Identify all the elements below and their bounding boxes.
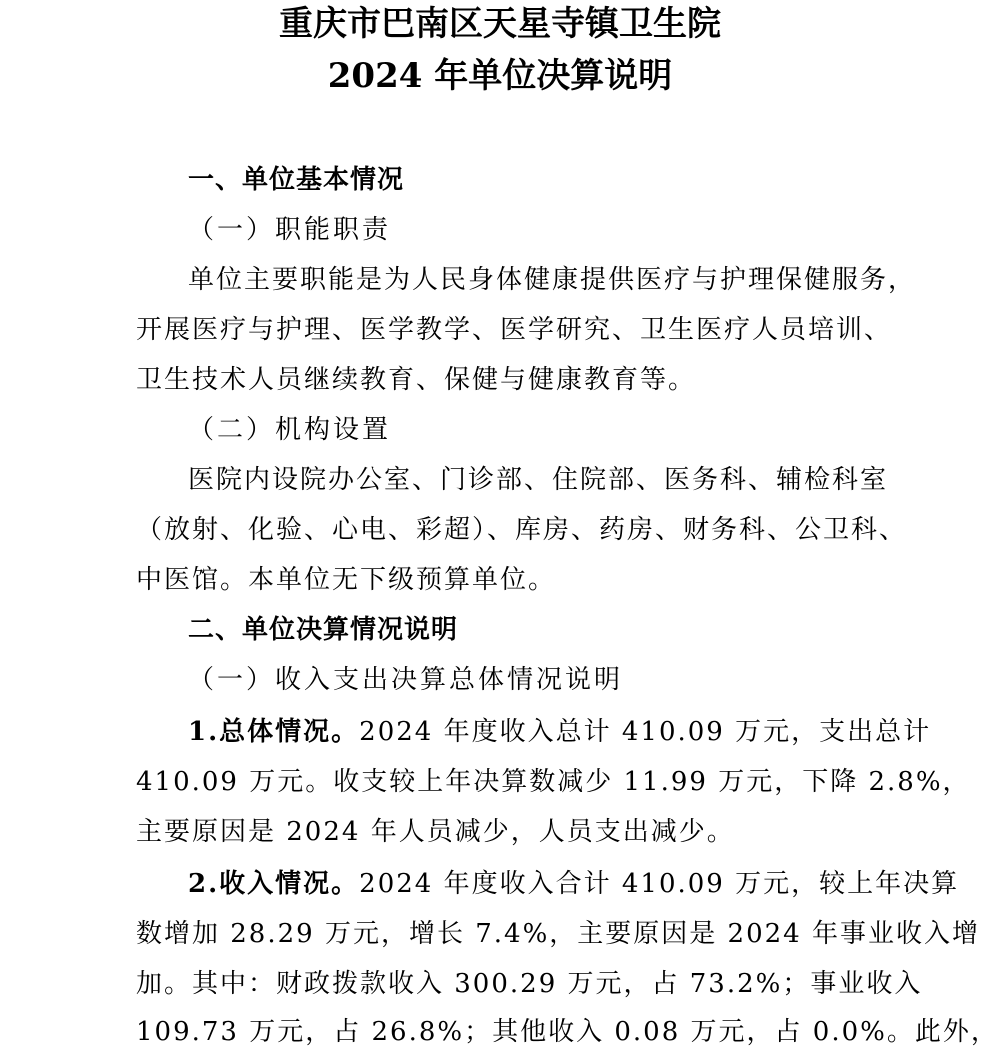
paragraph-text: 2024 年度收入总计 410.09 万元，支出总计 — [359, 717, 932, 747]
paragraph-line: 医院内设院办公室、门诊部、住院部、医务科、辅检科室 — [188, 465, 889, 495]
paragraph-line: 单位主要职能是为人民身体健康提供医疗与护理保健服务， — [188, 265, 917, 295]
paragraph-line: 卫生技术人员继续教育、保健与健康教育等。 — [136, 365, 697, 395]
paragraph-line: 开展医疗与护理、医学教学、医学研究、卫生医疗人员培训、 — [136, 315, 893, 345]
paragraph-line — [188, 715, 932, 749]
paragraph-line: 数增加 28.29 万元，增长 7.4%，主要原因是 2024 年事业收入增 — [136, 919, 980, 949]
section-heading-final-accounts: 二、单位决算情况说明 — [188, 615, 459, 645]
paragraph-line: 加。其中：财政拨款收入 300.29 万元，占 73.2%；事业收入 — [136, 969, 923, 999]
paragraph-line: 410.09 万元。收支较上年决算数减少 11.99 万元，下降 2.8%， — [136, 767, 971, 797]
paragraph-line: 109.73 万元，占 26.8%；其他收入 0.08 万元，占 0.0%。此外， — [136, 1017, 999, 1047]
subsection-heading-income-expense: （一）收入支出决算总体情况说明 — [188, 665, 624, 695]
section-heading-basic-info: 一、单位基本情况 — [188, 165, 405, 195]
document-subtitle: 2024 年单位决算说明 — [327, 56, 673, 96]
document-title: 重庆市巴南区天星寺镇卫生院 — [279, 4, 721, 44]
subsection-heading-functions: （一）职能职责 — [188, 215, 392, 245]
paragraph-text: 2024 年度收入合计 410.09 万元，较上年决算 — [359, 869, 960, 899]
paragraph-line: 中医馆。本单位无下级预算单位。 — [136, 565, 557, 595]
paragraph-lead-overall: 1.总体情况。 — [188, 717, 360, 747]
paragraph-line — [188, 867, 960, 901]
paragraph-line: 主要原因是 2024 年人员减少，人员支出减少。 — [136, 817, 735, 847]
paragraph-lead-income: 2.收入情况。 — [188, 869, 360, 899]
subsection-heading-structure: （二）机构设置 — [188, 415, 392, 445]
paragraph-line: （放射、化验、心电、彩超）、库房、药房、财务科、公卫科、 — [136, 515, 908, 545]
